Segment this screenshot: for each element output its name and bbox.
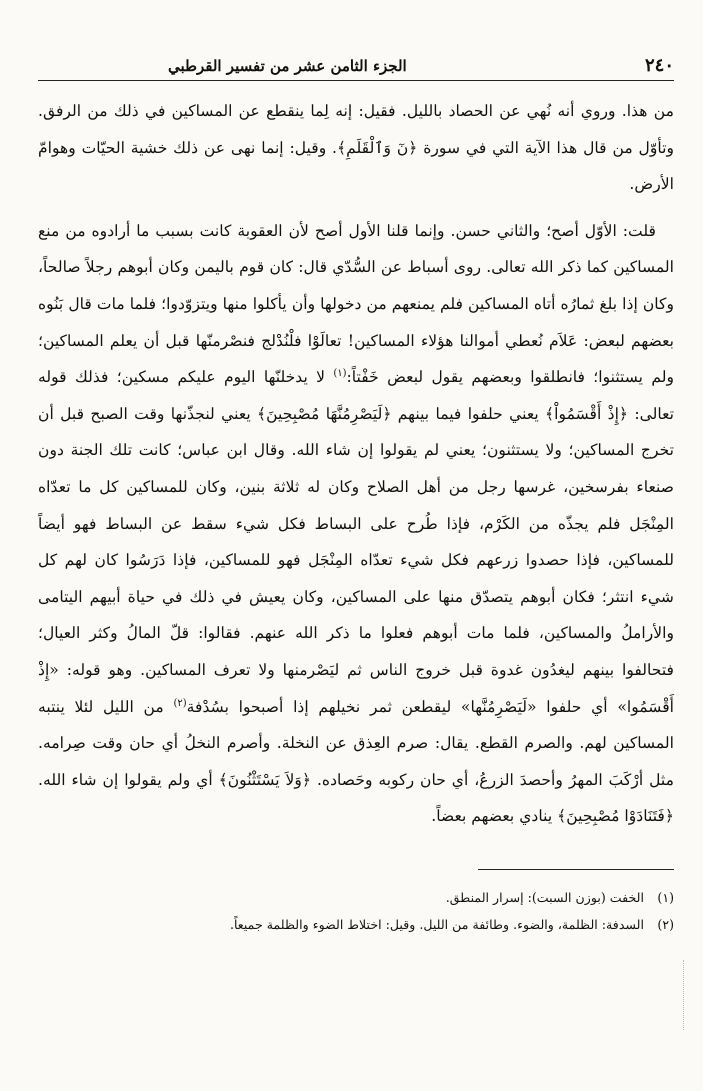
body-text — [38, 93, 674, 835]
paragraph-1-text: من هذا. وروي أنه نُهي عن الحصاد بالليل. فقيل: إنه لِما ينقطع عن المساكين في ذلك من الرفق. وتأوّل من قال هذا الآية التي في سورة ﴿نٓ وَٱلْقَلَمِ﴾. وقيل: إنما نهى عن ذلك خشية الحيّات وهوامّ الأرض. — [38, 102, 674, 194]
footnote-1-text: الخفت (بوزن السبت): إسرار المنطق. — [445, 889, 644, 905]
footnote-1-number: (١) — [657, 889, 674, 905]
footnote-ref-2[interactable]: (٢) — [173, 697, 187, 709]
paragraph-2-continuation: لا يدخلنّها اليوم عليكم مسكين؛ فذلك قوله تعالى: ﴿إِذْ أَقْسَمُواْ﴾ يعني حلفوا فيما بينهم ﴿لَيَصْرِمُنَّهَا مُصْبِحِينَ﴾ يعني لنجذّنها وقت الصبح قبل أن تخرج المساكين؛ ولا يستثنون؛ يعني لم يقولوا إن شاء الله. وقال ابن عباس؛ كانت تلك الجنة دون صنعاء بفرسخين، غرسها رجل من أهل الصلاح وكان له ثلاثة بنين، وكان للمساكين كل ما تعدّاه المِنْجَل فلم يجذّه من الكَرْم، فإذا طُرح على البساط فكل شيء سقط عن البساط فهو أيضاً للمساكين، فإذا حصدوا زرعهم فكل شيء تعدّاه المِنْجَل فهو للمساكين، فإذا دَرَسُوا كان لهم كل شيء انتثر؛ فكان أبوهم يتصدّق منها على المساكين، وكان يعيش في ذلك في حياة أبيهم اليتامى والأراملُ والمساكين، فلما مات أبوهم فعلوا ما ذكر الله عنهم. فقالوا: قلّ المالُ وكثر العيال؛ فتحالفوا بينهم ليغدُون غدوة قبل خروج الناس ثم ليَصْرمنها ولا تعرف المساكين. وهو قوله: «إِذْ أَقْسَمُوا» أي حلفوا «لَيَصْرِمُنَّها» ليقطعن ثمر نخيلهم إذا أصبحوا بسُدْفة — [38, 368, 675, 716]
footnote-divider — [478, 869, 674, 870]
paragraph-2-text: قلت: الأوّل أصح؛ والثاني حسن. وإنما قلنا الأول أصح لأن العقوبة كانت بسبب ما أرادوه من منع المساكين كما ذكر الله تعالى. روى أسباط عن السُّدّي قال: كان قوم باليمن وكان أبوهم رجلاً صالحاً، وكان إذا بلغ ثمارُه أتاه المساكين فلم يمنعهم من دخولها وأن يأكلوا منها ويتزوّدوا؛ فلما مات قال بَنُوه بعضهم لبعض: عَلاَم نُعطي أموالنا هؤلاء المساكين! تعالَوْا فلْنُدْلج فنصْرمنّها قبل أن يعلم المساكين؛ ولم يستثنوا؛ فانطلقوا وبعضهم يقول لبعض خَفْتاً: — [38, 221, 674, 387]
paragraph-2 — [38, 213, 674, 835]
document-page — [38, 44, 674, 938]
paragraph-1 — [38, 93, 674, 203]
paragraph-2-ending: من الليل لئلا ينتبه المساكين لهم. والصرم القطع. يقال: صرم العِذق عن النخلة. وأصرم النخلُ أي حان وقت صِرامه. مثل أرْكَبَ المهرُ وأحصدَ الزرعُ، أي حان ركوبه وحَصاده. ﴿وَلاَ يَسْتَثْنُونَ﴾ أي ولم يقولوا إن شاء الله. ﴿فَتَنَادَوْا مُصْبِحِينَ﴾ ينادي بعضهم بعضاً. — [38, 697, 674, 826]
margin-mark — [683, 960, 685, 1030]
footnote-2 — [38, 911, 674, 938]
page-number: ٢٤٠ — [644, 55, 674, 76]
footnotes — [38, 884, 674, 938]
footnote-1 — [38, 884, 674, 911]
footnote-2-number: (٢) — [657, 916, 674, 932]
footnote-ref-1[interactable]: (١) — [333, 367, 347, 379]
footnote-2-text: السدفة: الظلمة، والضوء. وطائفة من الليل. وقيل: اختلاط الضوء والظلمة جميعاً. — [229, 916, 644, 932]
running-title: الجزء الثامن عشر من تفسير القرطبي — [168, 57, 407, 75]
running-header — [38, 44, 674, 81]
